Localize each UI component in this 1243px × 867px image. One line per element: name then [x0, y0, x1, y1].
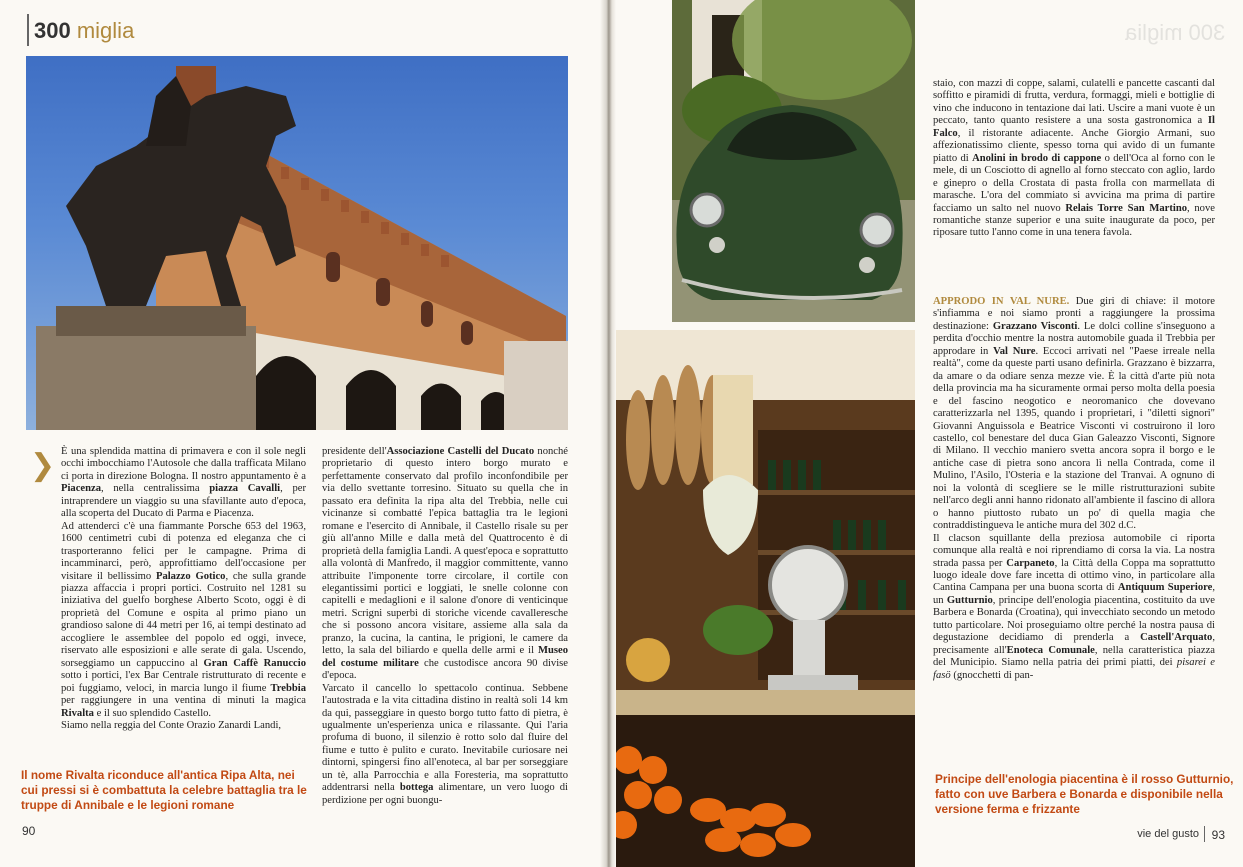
photo-bottega: [608, 330, 915, 867]
col4-para-1: APPRODO IN VAL NURE. Due giri di chiave: il motore s'infiamma e noi siamo pronti a raggiungere la prossima destinazione: Grazzano Visconti. Le dolci colline s'inseguono a perdita d'occhio mentre la nostra automobile guada il Trebbia per approdare in Val Nure. Eccoci arrivati nel "Paese irreale nella realtà", come da queste parti usano definirla. Grazzano è bizzarra, da amare o da odiare senza mezze vie. È la città d'arte più nota della provincia ma ha sicuramente ormai perso molta della poesia e del fascino neogotico e neoromanico che dovevano caratterizzarla nel 1395, quando i proprietari, i "diletti signori" Giovanni Anguissola e Beatrice Visconti vi costruirono il loro castello, col benestare del duca Gian Galeazzo Visconti, Signore di Milano. Il vecchio maniero svetta ancora sopra il borgo e le antiche case di pietra sono ancora lì nella Contrada, come il Mulino, l'Asilo, l'Osteria e la stazione del Tranvai. A ognuno di noi la volontà di scegliere se le mille ristrutturazioni subite nell'arco degli anni hanno ridonato all'ambiente il fascino di allora o hanno piuttosto rubato un po' di quella magia che contraddistingueva le antiche mura del 302 d.C.: [933, 296, 1216, 532]
link-piacenza: Piacenza: [61, 483, 102, 495]
footer-divider: [1204, 826, 1205, 842]
left-page: [0, 0, 608, 867]
page-number-right: 93: [1211, 828, 1225, 842]
photo-porsche: [672, 0, 915, 322]
column-2: [322, 446, 568, 807]
col1-para-1: È una splendida mattina di primavera e con il sole negli occhi imbocchiamo l'Autosole che dalla trafficata Milano ci porta in direzione Bologna. Il nostro appuntamento è a Piacenza, nella centralissima piazza Cavalli, per intraprendere un viaggio su una sfavillante auto d'epoca, alla scoperta del Ducato di Parma e Piacenza.: [61, 446, 307, 520]
col1-para-2: Ad attenderci c'è una fiammante Porsche 653 del 1963, 1600 centimetri cubi di potenza ed eleganza che ci trasporteranno felici per le campagne. Prima di incamminarci, però, approfittiamo dell'occasione per visitare il bellissimo Palazzo Gotico, che sulla grande piazza affaccia i propri portici. Costruito nel 1281 su iniziativa del guelfo borghese Alberto Scoto, oggi è di proprietà del Comune e ospita al primo piano un grandioso salone di 44 metri per 16, ai tempi destinato ad accogliere le assemblee del popolo ed oggi, invece, riservato alle esposizioni e alle serate di gala. Uscendo, sorseggiamo un cappuccino al Gran Caffè Ranuccio sotto i portici, l'ex Bar Centrale ristrutturato di recente e poi fuggiamo, veloci, in marcia lungo il fiume Trebbia per raggiungere in una ventina di minuti la magica Rivalta e il suo splendido Castello.: [61, 520, 306, 719]
spine-gutter: [600, 0, 616, 867]
section-header: [34, 18, 134, 44]
piazza-illustration: [26, 56, 568, 430]
magazine-title: vie del gusto: [1137, 828, 1199, 840]
col4-para-2: Il clacson squillante della preziosa automobile ci riporta comunque alla realtà e noi riprendiamo di corsa la via. La nostra strada passa per Carpaneto, la Città della Coppa ma soprattutto luogo ideale dove fare incetta di ottimo vino, in particolare alla Cantina Campana per una buona scorta di Antiquum Superiore, un Gutturnio, principe dell'enologia piacentina, costituito da uve Barbera e Bonarda (Croatina), qui invecchiato secondo un metodo tutto particolare. Noi proseguiamo oltre perché la nostra pausa di degustazione decidiamo di prenderla a Castell'Arquato, precisamente all'Enoteca Comunale, nella caratteristica piazza del Municipio. Siamo nella patria dei primi piatti, dei pisarei e fasö (gnocchetti di pan-: [933, 532, 1215, 681]
col3-para-1: staio, con mazzi di coppe, salami, culatelli e pancette cascanti dal soffitto e piramidi di frutta, verdura, formaggi, mieli e bottiglie di vino che inducono in tentazione dai lati. Uscire a mani vuote è un peccato, tanto quanto resistere a una sosta gastronomica a Il Falco, il ristorante adiacente. Anche Giorgio Armani, suo affezionatissimo cliente, spesso torna qui avido di un fumante piatto di Anolini in brodo di cappone o dell'Oca al forno con le mele, di un Cosciotto di agnello al forno steccato con aglio, lardo e ginepro o della Crostata di pasta frolla con marmellata di marasche. L'ora del commiato si avvicina ma prima di partire facciamo un salto nel nuovo Relais Torre San Martino, nove romantiche stanze superior e una suite inaugurate da poco, per riposare tutto l'anno come in una tenera favola.: [933, 78, 1215, 239]
col1-para-3: Siamo nella reggia del Conte Orazio Zanardi Landi,: [61, 719, 282, 731]
subhead-val-nure: APPRODO IN VAL NURE.: [933, 296, 1070, 307]
bottega-illustration: [608, 330, 915, 867]
ghost-header: 300 miglia: [1124, 20, 1225, 45]
photo-piazza-cavalli: [26, 56, 568, 430]
header-word: miglia: [76, 18, 135, 43]
header-rule: [27, 14, 29, 46]
chevron-right-icon: ❯: [30, 448, 56, 483]
col2-para-2: Varcato il cancello lo spettacolo continua. Sebbene l'autostrada e la vita cittadina distino in realtà soli 14 km da qui, passeggiare in questo borgo tutto fatto di pietra, è ugualmente un'esperienza unica e rilassante. Qui l'aria profuma di buono, il silenzio è rotto solo dal fluire del fiume e tutto è pulito e curato. Inevitabile curiosare nei dintorni, spingersi fino all'enoteca, al bar per sorseggiare un tè, alla Parrocchia e alla Foresteria, ma soprattutto addentrarsi nella bottega alimentare, un vero luogo di perdizione per ogni buongu-: [322, 682, 568, 806]
pullquote-right: Principe dell'enologia piacentina è il rosso Gutturnio, fatto con uve Barbera e Bonarda e disponibile nella versione ferma e frizzante: [935, 772, 1234, 816]
page-number-left: 90: [22, 824, 36, 838]
column-3: [933, 78, 1215, 240]
pullquote-left: Il nome Rivalta riconduce all'antica Ripa Alta, nei cui pressi si è combattuta la celebre battaglia tra le truppe di Annibale e le legioni romane: [21, 768, 307, 812]
column-1: [61, 446, 306, 732]
header-number: 300: [34, 18, 71, 43]
porsche-illustration: [672, 0, 915, 322]
col2-para-1: presidente dell'Associazione Castelli del Ducato nonché proprietario di questo intero borgo murato e perfettamente conservato dal profilo inconfondibile per via dello svettante torresino. Situato su quella che in passato era definita la ripa alta del Trebbia, nelle cui vicinanze si combatté l'epica battaglia tra le legioni romane e l'esercito di Annibale, il Castello risale su per giù all'anno Mille e dalla metà del Quattrocento è di proprietà della famiglia Landi. A quest'epoca e soprattutto alla volontà di Manfredo, il maggior committente, vanno attribuite l'imponente torre circolare, il cortile con elegantissimi portici e loggiati, le snelle colonne con capitelli e medaglioni e il salone d'onore di venticinque metri. Scrigni superbi di storiche vicende cavalleresche che si possono ancora visitare, assieme alla sala da pranzo, la cucina, la cantina, le prigioni, le camere da letto, la sala del biliardo e quella delle armi e il Museo del costume militare che custodisce ancora 90 divise d'epoca.: [322, 446, 568, 682]
column-4: [933, 296, 1215, 682]
